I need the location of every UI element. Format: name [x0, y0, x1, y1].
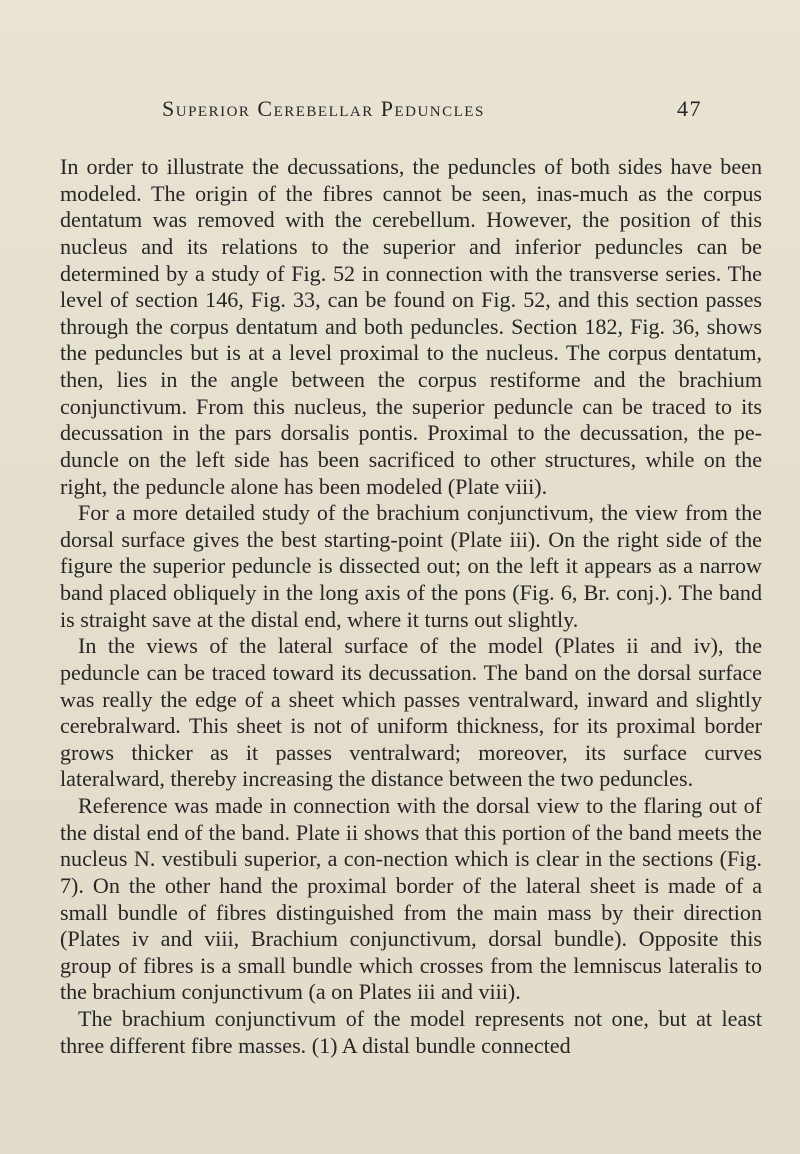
page-number: 47 — [677, 96, 702, 121]
paragraph-2: For a more detailed study of the brachium conjunctivum, the view from the dorsal surface gives the best starting-point (Plate iii). On the right side of the figure the superior peduncle is dissected out; on the left it appears as a narrow band placed obliquely in the long axis of the pons (Fig. 6, Br. conj.). The band is straight save at the distal end, where it turns out slightly. — [60, 500, 762, 632]
paragraph-3: In the views of the lateral surface of the model (Plates ii and iv), the peduncle can be traced toward its decussation. The band on the dorsal surface was really the edge of a sheet which passes ventralward, inward and slightly cerebralward. This sheet is not of uniform thickness, for its proximal border grows thicker as it passes ventralward; moreover, its surface curves lateralward, thereby increasing the distance between the two peduncles. — [60, 633, 762, 792]
body-text — [60, 154, 762, 1059]
running-head — [162, 96, 702, 126]
paragraph-4: Reference was made in connection with the dorsal view to the flaring out of the distal end of the band. Plate ii shows that this portion of the band meets the nucleus N. vestibuli superior, a con-nection which is clear in the sections (Fig. 7). On the other hand the proximal border of the lateral sheet is made of a small bundle of fibres distinguished from the main mass by their direction (Plates iv and viii, Brachium conjunctivum, dorsal bundle). Opposite this group of fibres is a small bundle which crosses from the lemniscus lateralis to the brachium conjunctivum (a on Plates iii and viii). — [60, 793, 762, 1005]
paragraph-5: The brachium conjunctivum of the model represents not one, but at least three different fibre masses. (1) A distal bundle connected — [60, 1006, 762, 1058]
running-title: Superior Cerebellar Peduncles — [162, 96, 485, 121]
paragraph-1: In order to illustrate the decussations, the peduncles of both sides have been modeled. The origin of the fibres cannot be seen, inas-much as the corpus dentatum was removed with the cerebellum. However, the position of this nucleus and its relations to the superior and inferior peduncles can be determined by a study of Fig. 52 in connection with the transverse series. The level of section 146, Fig. 33, can be found on Fig. 52, and this section passes through the corpus dentatum and both peduncles. Section 182, Fig. 36, shows the peduncles but is at a level proximal to the nucleus. The corpus dentatum, then, lies in the angle between the corpus restiforme and the brachium conjunctivum. From this nucleus, the superior peduncle can be traced to its decussation in the pars dorsalis pontis. Proximal to the decussation, the pe-duncle on the left side has been sacrificed to other structures, while on the right, the peduncle alone has been modeled (Plate viii). — [60, 154, 762, 499]
